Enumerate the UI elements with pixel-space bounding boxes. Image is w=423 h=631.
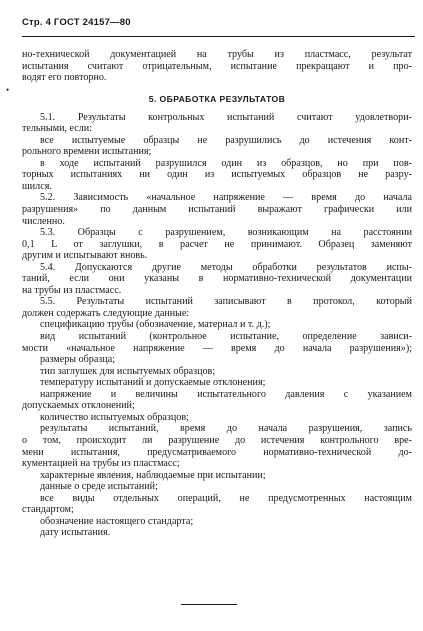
text-line: шился.: [22, 180, 52, 192]
intro-line: но-технической документацией на трубы из пластмасс, результат: [22, 49, 412, 60]
text-line: 5.4. Допускаются другие методы обработки результатов испы-: [40, 261, 412, 273]
margin-dot: •: [6, 85, 10, 95]
text-line: дату испытания.: [40, 527, 111, 539]
text-line: количество испытуемых образцов;: [40, 411, 189, 423]
section-title: 5. ОБРАБОТКА РЕЗУЛЬТАТОВ: [148, 93, 286, 104]
text-line: тип заглушек для испытуемых образцов;: [40, 365, 216, 377]
text-line: 5.3. Образцы с разрушением, возникающим на расстоянии: [40, 227, 412, 239]
end-rule: [181, 604, 237, 605]
text-line: температуру испытаний и допускаемые отклонения;: [40, 377, 266, 389]
document-body: [22, 49, 412, 539]
header-rule: [22, 36, 415, 37]
text-line: о том, происходит ли разрушение до истечения контрольного вре-: [22, 434, 412, 446]
text-line: 5.5. Результаты испытаний записывают в протокол, который: [40, 296, 412, 308]
text-line: 5.2. Зависимость «начальное напряжение — время до начала: [40, 192, 412, 204]
text-line: допускаемых отклонений;: [22, 400, 135, 412]
text-line: мени испытания, предусматриваемого нормативно-технической до-: [22, 446, 412, 458]
text-line: вид испытаний (контрольное испытание, определение зависи-: [40, 331, 412, 343]
text-line: характерные явления, наблюдаемые при испытании;: [40, 469, 266, 481]
text-line: все виды отдельных операций, не предусмотренных настоящим: [40, 492, 412, 504]
intro-line: водят его повторно.: [22, 72, 107, 84]
text-line: размеры образца;: [40, 354, 115, 366]
text-line: рольного времени испытания;: [22, 146, 152, 158]
text-line: разрушения» по данным испытаний выражают графически или: [22, 204, 412, 216]
text-line: 5.1. Результаты контрольных испытаний считают удовлетвори-: [40, 111, 412, 123]
text-line: численно.: [22, 215, 65, 227]
text-line: обозначение настоящего стандарта;: [40, 515, 194, 527]
text-line: все испытуемые образцы не разрушились до истечения конт-: [40, 134, 412, 146]
text-line: должен содержать следующие данные:: [22, 307, 190, 319]
text-line: стандартом;: [22, 504, 74, 516]
text-line: на трубы из пластмасс.: [22, 284, 122, 296]
intro-line: испытания считают отрицательным, испытание прекращают и про-: [22, 60, 412, 72]
text-line: кументацией на трубы из пластмасс;: [22, 458, 180, 470]
text-line: тельными, если:: [22, 123, 93, 135]
text-line: напряжение и величины испытательного давления с указанием: [40, 388, 412, 400]
text-line: результаты испытаний, время до начала разрушения, запись: [40, 423, 412, 435]
text-line: другим и испытывают вновь.: [22, 250, 148, 262]
text-line: 0,1 L от заглушки, в расчет не принимают. Образец заменяют: [22, 238, 412, 250]
text-line: таний, если они указаны в нормативно-технической документации: [22, 273, 412, 285]
text-line: торных испытаниях ни один из испытуемых образцов не разру-: [22, 169, 412, 181]
text-line: спецификацию трубы (обозначение, материал и т. д.);: [40, 319, 271, 331]
text-line: данные о среде испытаний;: [40, 481, 158, 493]
text-line: в ходе испытаний разрушился один из образцов, но при пов-: [40, 157, 412, 169]
page-header: Стр. 4 ГОСТ 24157—80: [22, 17, 131, 28]
text-line: мости «начальное напряжение — время до начала разрушения»);: [22, 342, 412, 354]
